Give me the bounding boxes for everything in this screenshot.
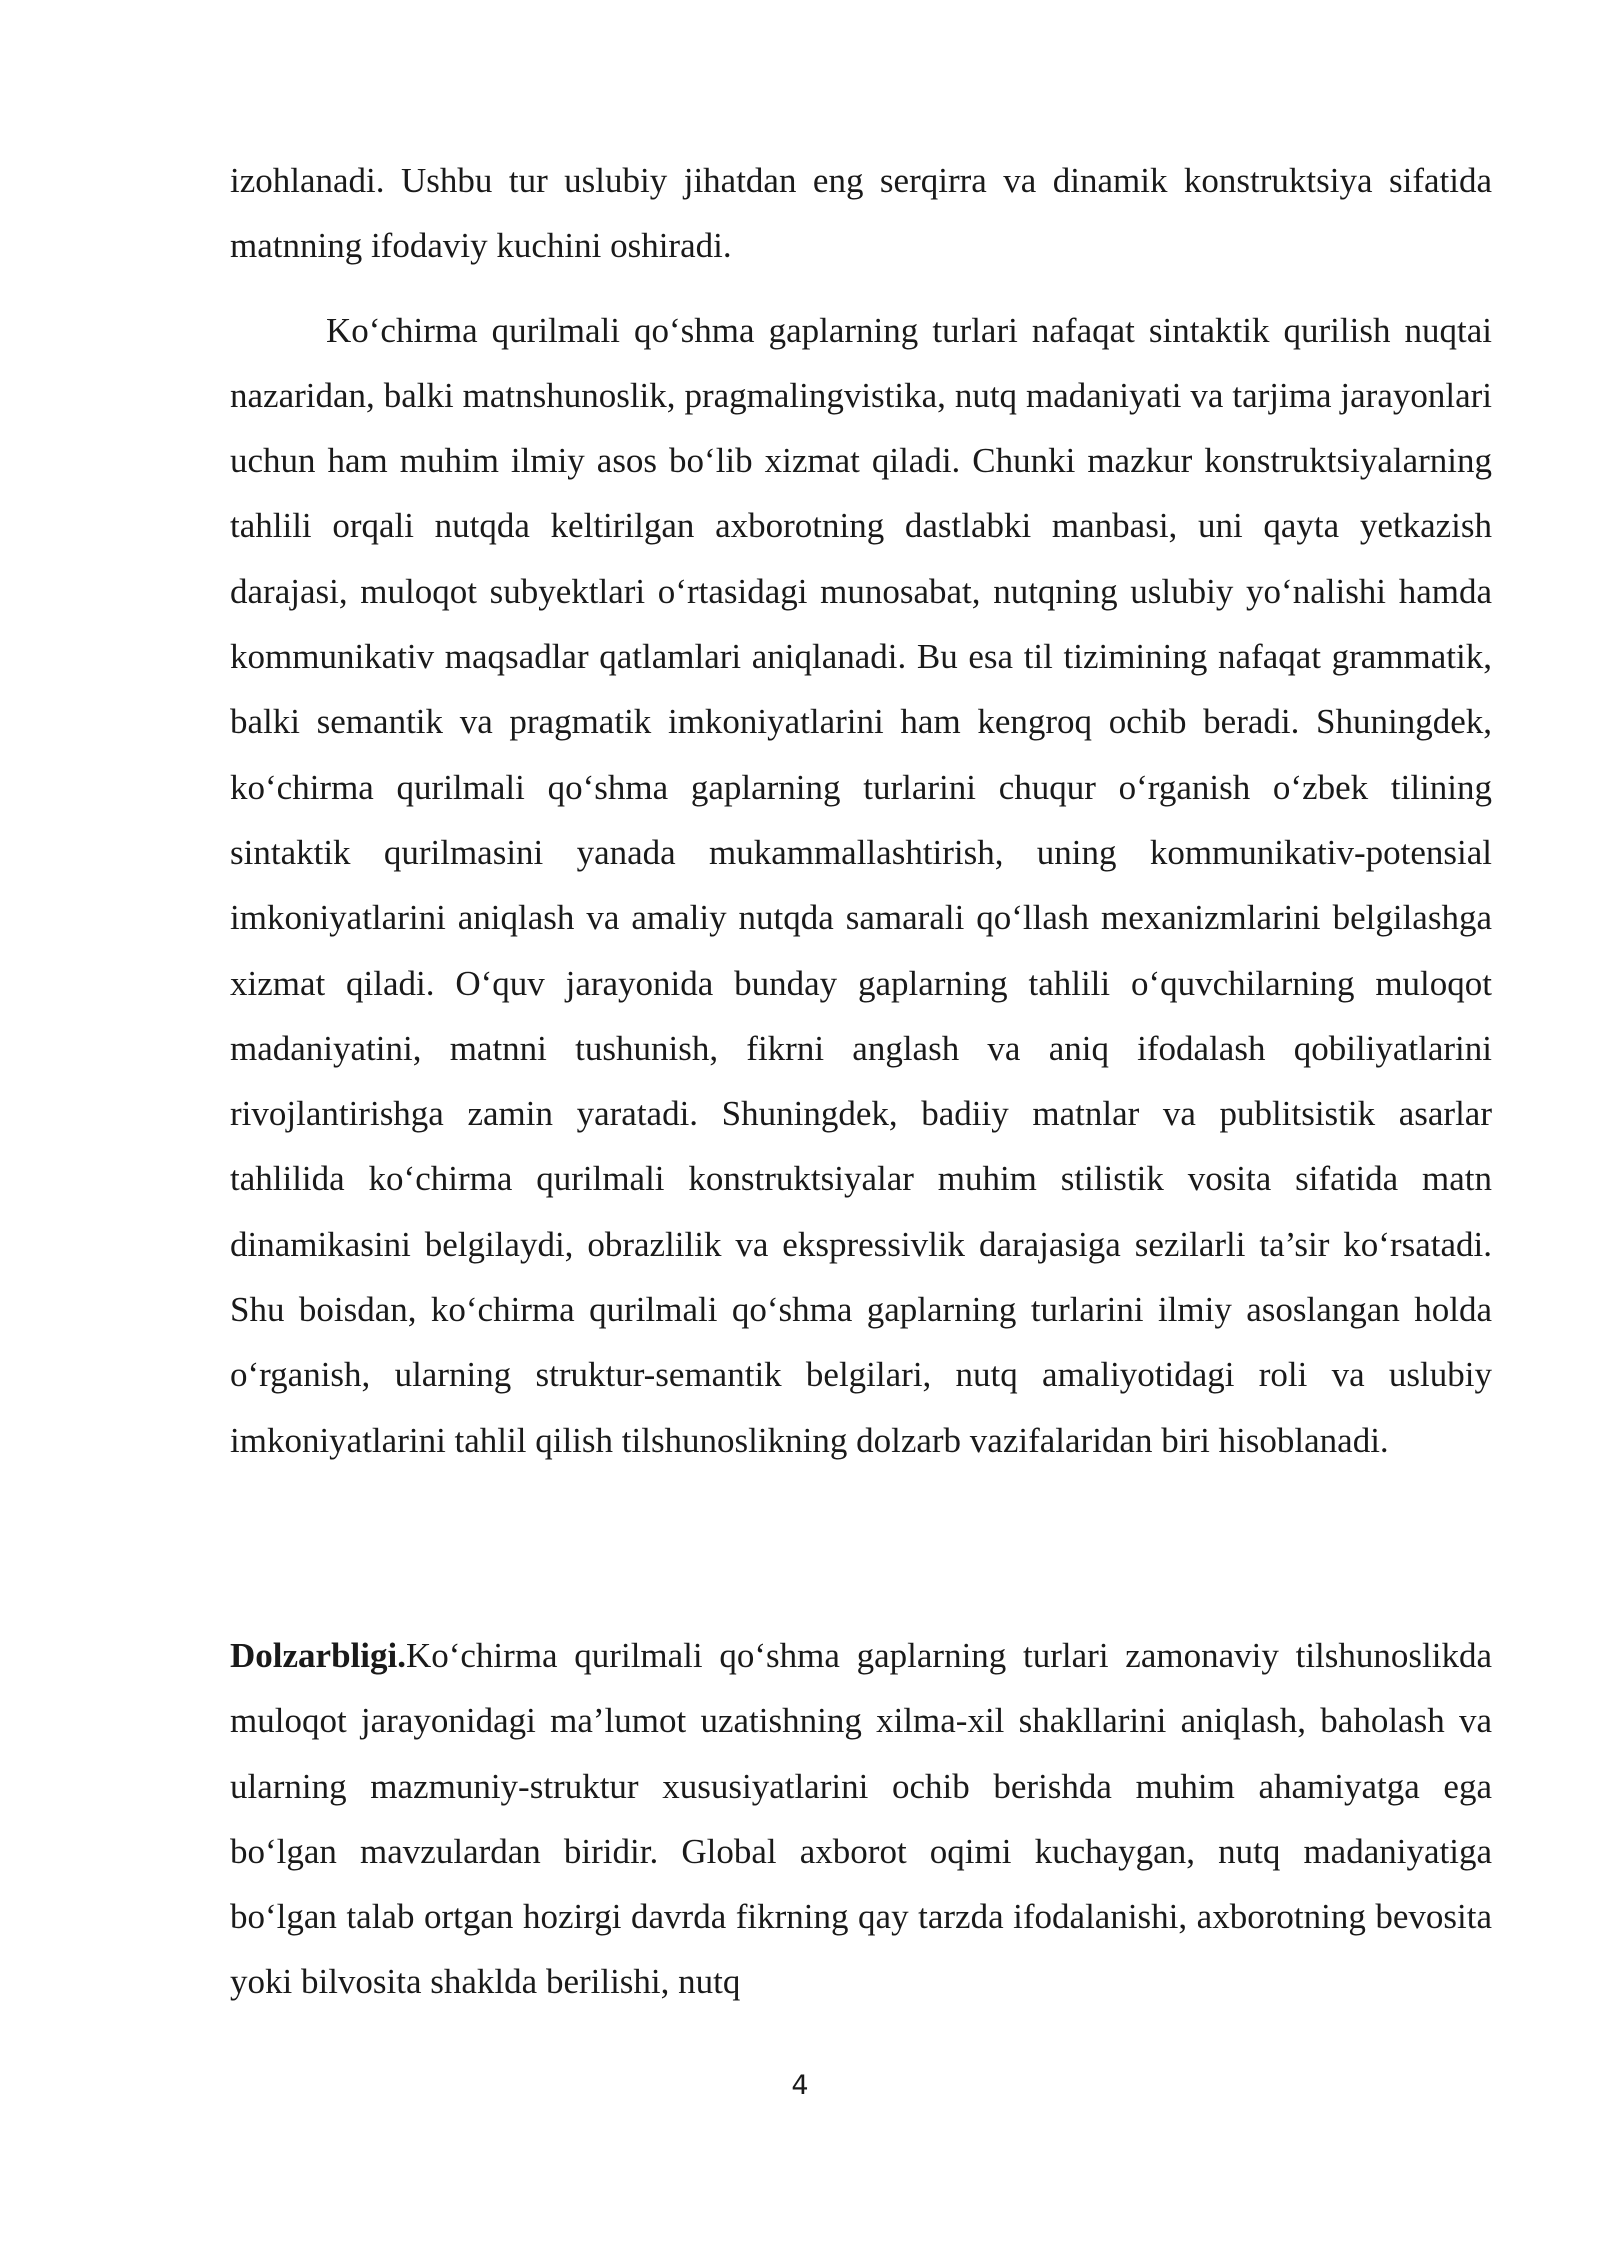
paragraph-continuation: izohlanadi. Ushbu tur uslubiy jihatdan eng serqirra va dinamik konstruktsiya sifatida matnning ifodaviy kuchini oshiradi.: [230, 161, 1492, 266]
page-number: 4: [791, 2070, 809, 2101]
paragraph-main: Ko‘chirma qurilmali qo‘shma gaplarning turlari nafaqat sintaktik qurilish nuqtai nazaridan, balki matnshunoslik, pragmalingvistika, nutq madaniyati va tarjima jarayonlari uchun ham muhim ilmiy asos bo‘lib xizmat qiladi. Chunki mazkur konstruktsiyalarning tahlili orqali nutqda keltirilgan axborotning dastlabki manbasi, uni qayta yetkazish darajasi, muloqot subyektlari o‘rtasidagi munosabat, nutqning uslubiy yo‘nalishi hamda kommunikativ maqsadlar qatlamlari aniqlanadi. Bu esa til tizimining nafaqat grammatik, balki semantik va pragmatik imkoniyatlarini ham kengroq ochib beradi. Shuningdek, ko‘chirma qurilmali qo‘shma gaplarning turlarini chuqur o‘rganish o‘zbek tilining sintaktik qurilmasini yanada mukammallashtirish, uning kommunikativ-potensial imkoniyatlarini aniqlash va amaliy nutqda samarali qo‘llash mexanizmlarini belgilashga xizmat qiladi. O‘quv jarayonida bunday gaplarning tahlili o‘quvchilarning muloqot madaniyatini, matnni tushunish, fikrni anglash va aniq ifodalash qobiliyatlarini rivojlantirishga zamin yaratadi. Shuningdek, badiiy matnlar va publitsistik asarlar tahlilida ko‘chirma qurilmali konstruktsiyalar muhim stilistik vosita sifatida matn dinamikasini belgilaydi, obrazlilik va ekspressivlik darajasiga sezilarli ta’sir ko‘rsatadi. Shu boisdan, ko‘chirma qurilmali qo‘shma gaplarning turlarini ilmiy asoslangan holda o‘rganish, ularning struktur-semantik belgilari, nutq amaliyotidagi roli va uslubiy imkoniyatlarini tahlil qilish tilshunoslikning dolzarb vazifalaridan biri hisoblanadi.: [230, 310, 1492, 1460]
relevance-text: Ko‘chirma qurilmali qo‘shma gaplarning turlari zamonaviy tilshunoslikda muloqot jarayonidagi ma’lumot uzatishning xilma-xil shakllarini aniqlash, baholash va ularning mazmuniy-struktur xususiyatlarini ochib berishda muhim ahamiyatga ega bo‘lgan mavzulardan biridir. Global axborot oqimi kuchaygan, nutq madaniyatiga bo‘lgan talab ortgan hozirgi davrda fikrning qay tarzda ifodalanishi, axborotning bevosita yoki bilvosita shaklda berilishi, nutq: [230, 1635, 1492, 2002]
relevance-heading: Dolzarbligi.: [230, 1635, 406, 1675]
document-body: [230, 148, 1492, 2015]
paragraph-relevance: [230, 1623, 1492, 2015]
